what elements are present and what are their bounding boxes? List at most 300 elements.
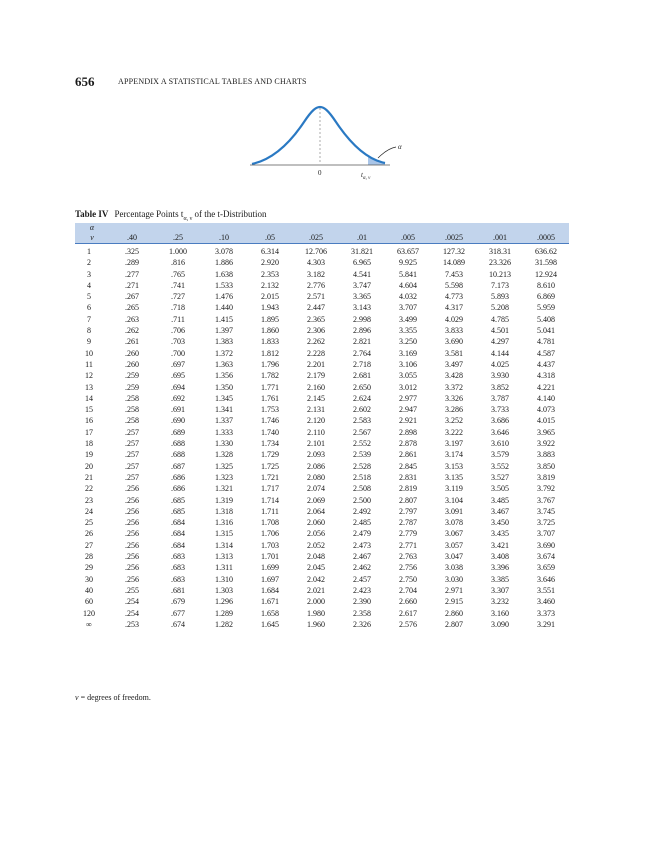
table-cell: 1.886 xyxy=(215,258,233,268)
table-cell: 1.711 xyxy=(261,506,279,516)
table-cell: 2.920 xyxy=(261,258,279,268)
table-cell: 2.787 xyxy=(399,518,417,528)
table-cell: 1.697 xyxy=(261,574,279,584)
zero-label: 0 xyxy=(318,169,322,177)
table-cell: 2.624 xyxy=(353,393,371,403)
table-cell: 1.289 xyxy=(215,608,233,618)
table-cell: 9.925 xyxy=(399,258,417,268)
table-cell: 1.476 xyxy=(215,292,233,302)
table-cell: .289 xyxy=(125,258,139,268)
table-cell: 4.221 xyxy=(537,382,555,392)
degrees-of-freedom-cell: 18 xyxy=(85,439,93,449)
table-cell: .686 xyxy=(171,484,185,494)
table-cell: 2.462 xyxy=(353,563,371,573)
table-cell: 2.228 xyxy=(307,348,325,358)
degrees-of-freedom-cell: 23 xyxy=(85,495,93,505)
degrees-of-freedom-cell: 17 xyxy=(85,427,93,437)
table-cell: 2.021 xyxy=(307,585,325,595)
table-cell: 3.055 xyxy=(399,371,417,381)
table-cell: .263 xyxy=(125,314,139,324)
table-cell: 2.831 xyxy=(399,472,417,482)
table-cell: .688 xyxy=(171,450,185,460)
table-cell: 1.372 xyxy=(215,348,233,358)
table-cell: 4.144 xyxy=(491,348,509,358)
table-cell: 1.350 xyxy=(215,382,233,392)
table-cell: 3.579 xyxy=(491,450,509,460)
table-cell: 2.447 xyxy=(307,303,325,313)
degrees-of-freedom-cell: 4 xyxy=(87,280,91,290)
table-cell: .259 xyxy=(125,382,139,392)
table-cell: 4.303 xyxy=(307,258,325,268)
table-cell: 2.093 xyxy=(307,450,325,460)
degrees-of-freedom-cell: 6 xyxy=(87,303,91,313)
degrees-of-freedom-cell: 26 xyxy=(85,529,93,539)
table-row xyxy=(75,562,569,573)
table-cell: 6.314 xyxy=(261,247,279,256)
table-cell: 2.528 xyxy=(353,461,371,471)
table-cell: 3.408 xyxy=(491,552,509,562)
caption-post: of the t-Distribution xyxy=(192,209,267,219)
table-cell: 3.135 xyxy=(445,472,463,482)
table-cell: 3.373 xyxy=(537,608,555,618)
table-row xyxy=(75,415,569,426)
table-cell: 3.499 xyxy=(399,314,417,324)
table-cell: 3.690 xyxy=(445,337,463,347)
table-cell: .681 xyxy=(171,585,185,595)
table-cell: 2.898 xyxy=(399,427,417,437)
table-cell: .718 xyxy=(171,303,185,313)
table-cell: 1.833 xyxy=(261,337,279,347)
table-cell: 3.819 xyxy=(537,472,555,482)
table-cell: 2.132 xyxy=(261,280,279,290)
table-cell: .686 xyxy=(171,472,185,482)
table-row xyxy=(75,540,569,551)
table-cell: 3.659 xyxy=(537,563,555,573)
degrees-of-freedom-cell: 12 xyxy=(85,371,93,381)
table-cell: .683 xyxy=(171,552,185,562)
table-cell: 2.776 xyxy=(307,280,325,290)
table-cell: .257 xyxy=(125,439,139,449)
table-cell: 6.869 xyxy=(537,292,555,302)
table-cell: 2.052 xyxy=(307,540,325,550)
table-cell: .691 xyxy=(171,405,185,415)
table-cell: 1.316 xyxy=(215,518,233,528)
table-cell: .258 xyxy=(125,393,139,403)
table-cell: 3.078 xyxy=(445,518,463,528)
degrees-of-freedom-cell: 29 xyxy=(85,563,93,573)
table-cell: 3.222 xyxy=(445,427,463,437)
table-cell: 1.356 xyxy=(215,371,233,381)
table-cell: 3.365 xyxy=(353,292,371,302)
table-cell: 6.965 xyxy=(353,258,371,268)
table-cell: 4.297 xyxy=(491,337,509,347)
table-row xyxy=(75,495,569,506)
table-cell: 3.551 xyxy=(537,585,555,595)
t-density-curve-core xyxy=(252,107,385,164)
table-cell: 1.303 xyxy=(215,585,233,595)
table-row xyxy=(75,483,569,494)
table-cell: 3.792 xyxy=(537,484,555,494)
table-cell: 2.086 xyxy=(307,461,325,471)
table-cell: 1.282 xyxy=(215,619,233,629)
table-cell: 3.106 xyxy=(399,359,417,369)
table-row xyxy=(75,608,569,619)
table-cell: 2.000 xyxy=(307,597,325,607)
table-cell: 3.646 xyxy=(491,427,509,437)
table-cell: 1.330 xyxy=(215,439,233,449)
table-cell: .687 xyxy=(171,461,185,471)
table-cell: 3.078 xyxy=(215,247,233,256)
table-cell: .816 xyxy=(171,258,185,268)
table-cell: 3.581 xyxy=(445,348,463,358)
table-cell: .674 xyxy=(171,619,185,629)
table-cell: 4.140 xyxy=(537,393,555,403)
table-cell: 3.091 xyxy=(445,506,463,516)
table-cell: .727 xyxy=(171,292,185,302)
table-cell: 4.032 xyxy=(399,292,417,302)
table-cell: 2.819 xyxy=(399,484,417,494)
table-cell: .697 xyxy=(171,359,185,369)
table-cell: 2.821 xyxy=(353,337,371,347)
table-cell: 5.208 xyxy=(491,303,509,313)
table-cell: 5.893 xyxy=(491,292,509,302)
table-row xyxy=(75,269,569,280)
table-cell: 1.943 xyxy=(261,303,279,313)
table-cell: .765 xyxy=(171,269,185,279)
table-cell: .741 xyxy=(171,280,185,290)
table-cell: 4.437 xyxy=(537,359,555,369)
table-cell: 3.610 xyxy=(491,439,509,449)
table-cell: 3.747 xyxy=(353,280,371,290)
table-cell: .254 xyxy=(125,597,139,607)
table-cell: 2.326 xyxy=(353,619,371,629)
degrees-of-freedom-cell: 24 xyxy=(85,506,93,516)
degrees-of-freedom-cell: 8 xyxy=(87,326,91,336)
table-cell: 4.604 xyxy=(399,280,417,290)
degrees-of-freedom-cell: 11 xyxy=(85,359,93,369)
table-row xyxy=(75,585,569,596)
table-cell: 3.767 xyxy=(537,495,555,505)
table-row xyxy=(75,302,569,313)
alpha-level-header: .005 xyxy=(385,233,431,244)
table-cell: 3.674 xyxy=(537,552,555,562)
table-row xyxy=(75,257,569,268)
table-cell: 2.971 xyxy=(445,585,463,595)
table-cell: 3.646 xyxy=(537,574,555,584)
table-cell: 3.707 xyxy=(537,529,555,539)
table-cell: 2.878 xyxy=(399,439,417,449)
table-cell: 2.861 xyxy=(399,450,417,460)
table-cell: 4.029 xyxy=(445,314,463,324)
table-row xyxy=(75,449,569,460)
table-cell: 3.047 xyxy=(445,552,463,562)
table-cell: .257 xyxy=(125,472,139,482)
table-cell: 1.699 xyxy=(261,563,279,573)
table-cell: 3.250 xyxy=(399,337,417,347)
degrees-of-freedom-cell: 10 xyxy=(85,348,93,358)
table-cell: 2.650 xyxy=(353,382,371,392)
table-row xyxy=(75,596,569,607)
table-cell: 3.286 xyxy=(445,405,463,415)
table-cell: 2.518 xyxy=(353,472,371,482)
table-cell: 1.296 xyxy=(215,597,233,607)
table-cell: 2.492 xyxy=(353,506,371,516)
table-cell: 1.345 xyxy=(215,393,233,403)
table-cell: 2.201 xyxy=(307,359,325,369)
degrees-of-freedom-cell: 3 xyxy=(87,269,91,279)
table-cell: 2.179 xyxy=(307,371,325,381)
table-tag: Table IV xyxy=(75,209,109,219)
table-cell: 4.317 xyxy=(445,303,463,313)
table-cell: 3.355 xyxy=(399,326,417,336)
degrees-of-freedom-cell: 14 xyxy=(85,393,93,403)
table-cell: 1.960 xyxy=(307,619,325,629)
table-row xyxy=(75,291,569,302)
table-cell: 3.435 xyxy=(491,529,509,539)
table-cell: 12.706 xyxy=(305,247,327,256)
table-cell: 1.315 xyxy=(215,529,233,539)
table-cell: .703 xyxy=(171,337,185,347)
table-cell: 1.746 xyxy=(261,416,279,426)
table-cell: 2.485 xyxy=(353,518,371,528)
table-cell: 2.423 xyxy=(353,585,371,595)
table-cell: 2.479 xyxy=(353,529,371,539)
t-alpha-nu-label: $t_{\alpha, \nu}$ xyxy=(361,171,371,181)
table-cell: 1.708 xyxy=(261,518,279,528)
table-cell: 3.745 xyxy=(537,506,555,516)
table-cell: 3.467 xyxy=(491,506,509,516)
degrees-of-freedom-cell: 1 xyxy=(87,247,91,256)
table-cell: 2.896 xyxy=(353,326,371,336)
table-cell: 12.924 xyxy=(535,269,557,279)
table-cell: .683 xyxy=(171,563,185,573)
table-cell: 2.921 xyxy=(399,416,417,426)
table-cell: 8.610 xyxy=(537,280,555,290)
table-cell: 3.012 xyxy=(399,382,417,392)
nu-symbol: ν xyxy=(75,233,109,244)
table-cell: 3.833 xyxy=(445,326,463,336)
table-cell: 1.703 xyxy=(261,540,279,550)
table-cell: .253 xyxy=(125,619,139,629)
caption-pre: Percentage Points t xyxy=(114,209,184,219)
table-cell: 3.725 xyxy=(537,518,555,528)
table-cell: 2.583 xyxy=(353,416,371,426)
table-cell: .254 xyxy=(125,608,139,618)
table-cell: .256 xyxy=(125,495,139,505)
table-cell: .688 xyxy=(171,439,185,449)
table-cell: .256 xyxy=(125,484,139,494)
table-cell: 1.310 xyxy=(215,574,233,584)
table-row xyxy=(75,382,569,393)
table-cell: 2.262 xyxy=(307,337,325,347)
table-cell: 1.645 xyxy=(261,619,279,629)
table-caption xyxy=(75,209,267,222)
table-cell: 2.681 xyxy=(353,371,371,381)
table-cell: 3.552 xyxy=(491,461,509,471)
table-cell: .695 xyxy=(171,371,185,381)
table-cell: 3.143 xyxy=(353,303,371,313)
table-cell: 5.598 xyxy=(445,280,463,290)
table-cell: 3.421 xyxy=(491,540,509,550)
table-cell: .258 xyxy=(125,416,139,426)
table-cell: 4.073 xyxy=(537,405,555,415)
table-cell: .256 xyxy=(125,552,139,562)
table-cell: 1.860 xyxy=(261,326,279,336)
table-cell: 3.485 xyxy=(491,495,509,505)
table-row xyxy=(75,348,569,359)
degrees-of-freedom-cell: 7 xyxy=(87,314,91,324)
alpha-symbol-row xyxy=(75,223,569,233)
table-cell: 4.318 xyxy=(537,371,555,381)
table-cell: .256 xyxy=(125,506,139,516)
table-row xyxy=(75,244,569,258)
table-cell: .260 xyxy=(125,359,139,369)
table-cell: 7.453 xyxy=(445,269,463,279)
table-cell: 4.501 xyxy=(491,326,509,336)
table-cell: 3.852 xyxy=(491,382,509,392)
table-row xyxy=(75,404,569,415)
table-cell: 2.539 xyxy=(353,450,371,460)
table-cell: 2.704 xyxy=(399,585,417,595)
table-cell: 1.363 xyxy=(215,359,233,369)
table-cell: 5.841 xyxy=(399,269,417,279)
table-cell: 2.763 xyxy=(399,552,417,562)
table-cell: .260 xyxy=(125,348,139,358)
table-cell: 2.508 xyxy=(353,484,371,494)
alpha-level-header: .025 xyxy=(293,233,339,244)
footnote-symbol: ν xyxy=(75,693,79,702)
table-cell: .256 xyxy=(125,540,139,550)
table-cell: 3.787 xyxy=(491,393,509,403)
alpha-level-header: .001 xyxy=(477,233,523,244)
table-cell: 2.080 xyxy=(307,472,325,482)
table-cell: 3.428 xyxy=(445,371,463,381)
table-cell: .679 xyxy=(171,597,185,607)
degrees-of-freedom-cell: 15 xyxy=(85,405,93,415)
degrees-of-freedom-cell: ∞ xyxy=(86,619,92,629)
table-cell: 3.707 xyxy=(399,303,417,313)
table-cell: 2.756 xyxy=(399,563,417,573)
table-cell: 2.390 xyxy=(353,597,371,607)
table-cell: 2.771 xyxy=(399,540,417,550)
table-cell: 1.658 xyxy=(261,608,279,618)
table-cell: 1.323 xyxy=(215,472,233,482)
table-cell: .683 xyxy=(171,574,185,584)
table-cell: 2.617 xyxy=(399,608,417,618)
table-cell: 1.684 xyxy=(261,585,279,595)
table-cell: 1.314 xyxy=(215,540,233,550)
table-cell: 2.365 xyxy=(307,314,325,324)
table-cell: 3.067 xyxy=(445,529,463,539)
t-distribution-figure xyxy=(240,100,410,185)
table-cell: 1.000 xyxy=(169,247,187,256)
table-row xyxy=(75,517,569,528)
table-cell: 1.328 xyxy=(215,450,233,460)
table-row xyxy=(75,506,569,517)
table-cell: 2.048 xyxy=(307,552,325,562)
table-cell: 1.333 xyxy=(215,427,233,437)
table-cell: .257 xyxy=(125,461,139,471)
table-cell: 1.771 xyxy=(261,382,279,392)
table-cell: 3.372 xyxy=(445,382,463,392)
table-cell: .259 xyxy=(125,371,139,381)
table-cell: 1.717 xyxy=(261,484,279,494)
table-cell: 2.571 xyxy=(307,292,325,302)
table-cell: 2.660 xyxy=(399,597,417,607)
table-row xyxy=(75,461,569,472)
table-cell: 1.311 xyxy=(215,563,233,573)
table-cell: 1.782 xyxy=(261,371,279,381)
table-cell: 4.015 xyxy=(537,416,555,426)
table-cell: 3.174 xyxy=(445,450,463,460)
alpha-symbol: α xyxy=(75,223,109,233)
table-cell: 3.497 xyxy=(445,359,463,369)
table-cell: .267 xyxy=(125,292,139,302)
table-cell: 3.104 xyxy=(445,495,463,505)
table-cell: 3.153 xyxy=(445,461,463,471)
table-cell: 636.62 xyxy=(535,247,557,256)
table-cell: .261 xyxy=(125,337,139,347)
table-cell: 1.721 xyxy=(261,472,279,482)
table-row xyxy=(75,280,569,291)
degrees-of-freedom-cell: 2 xyxy=(87,258,91,268)
table-cell: 1.415 xyxy=(215,314,233,324)
table-cell: 1.740 xyxy=(261,427,279,437)
table-cell: 3.505 xyxy=(491,484,509,494)
table-cell: 5.041 xyxy=(537,326,555,336)
table-cell: 4.773 xyxy=(445,292,463,302)
table-cell: .700 xyxy=(171,348,185,358)
table-cell: 1.440 xyxy=(215,303,233,313)
table-cell: .706 xyxy=(171,326,185,336)
table-cell: 3.030 xyxy=(445,574,463,584)
table-cell: 2.750 xyxy=(399,574,417,584)
degrees-of-freedom-cell: 27 xyxy=(85,540,93,550)
table-cell: .690 xyxy=(171,416,185,426)
table-cell: 3.038 xyxy=(445,563,463,573)
table-cell: 10.213 xyxy=(489,269,511,279)
table-cell: 2.779 xyxy=(399,529,417,539)
table-cell: 1.701 xyxy=(261,552,279,562)
table-cell: 2.977 xyxy=(399,393,417,403)
degrees-of-freedom-cell: 19 xyxy=(85,450,93,460)
table-cell: 3.160 xyxy=(491,608,509,618)
table-cell: 1.318 xyxy=(215,506,233,516)
table-cell: .262 xyxy=(125,326,139,336)
table-cell: .689 xyxy=(171,427,185,437)
table-cell: 1.671 xyxy=(261,597,279,607)
table-cell: 1.706 xyxy=(261,529,279,539)
table-cell: 2.069 xyxy=(307,495,325,505)
degrees-of-freedom-cell: 25 xyxy=(85,518,93,528)
table-cell: .255 xyxy=(125,585,139,595)
table-cell: 1.383 xyxy=(215,337,233,347)
table-body xyxy=(75,244,569,631)
table-cell: 2.576 xyxy=(399,619,417,629)
degrees-of-freedom-cell: 30 xyxy=(85,574,93,584)
alpha-level-header: .0005 xyxy=(523,233,569,244)
table-cell: .256 xyxy=(125,518,139,528)
table-row xyxy=(75,438,569,449)
table-cell: 4.025 xyxy=(491,359,509,369)
alpha-label: α xyxy=(398,143,402,151)
table-cell: .684 xyxy=(171,518,185,528)
table-cell: 3.686 xyxy=(491,416,509,426)
table-cell: 2.101 xyxy=(307,439,325,449)
table-cell: 1.725 xyxy=(261,461,279,471)
table-cell: 2.457 xyxy=(353,574,371,584)
table-row xyxy=(75,314,569,325)
